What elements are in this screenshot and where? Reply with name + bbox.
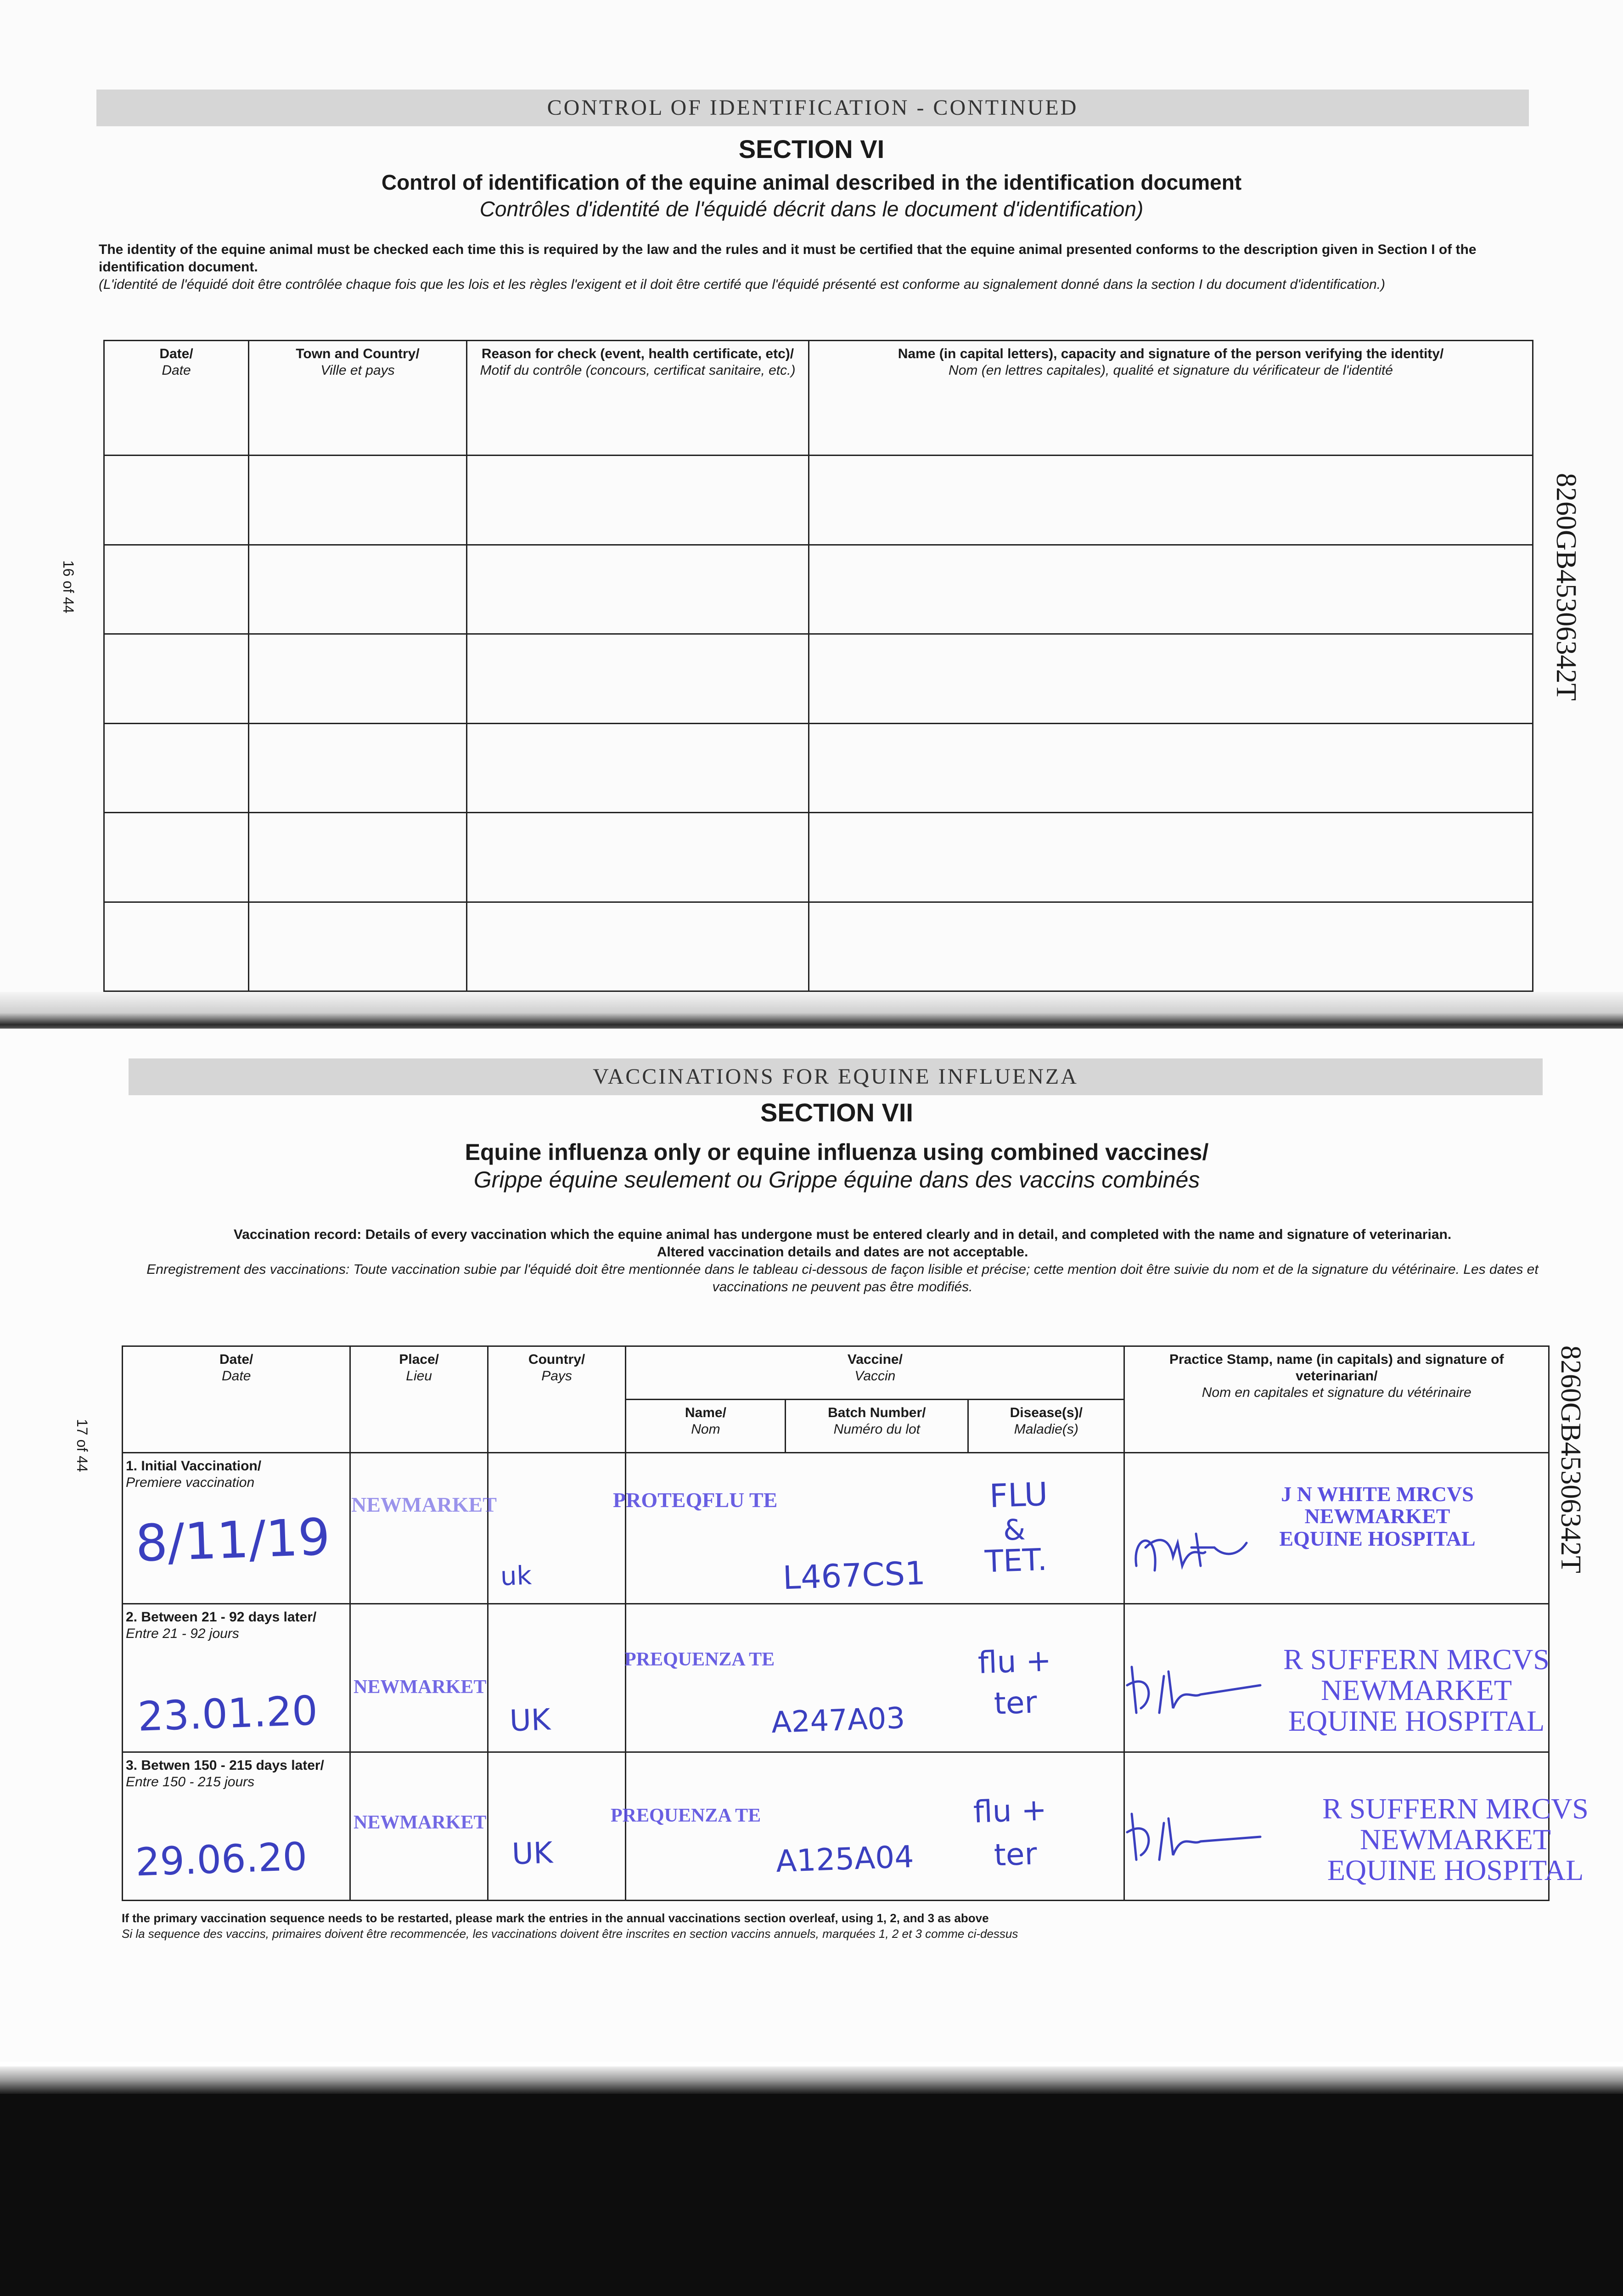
vet-signature xyxy=(1123,1805,1269,1869)
row-label: 3. Betwen 150 - 215 days later/ Entre 150 - 215 jours xyxy=(123,1752,350,1900)
place-stamp: NEWMARKET xyxy=(354,1677,487,1698)
intro-en-1: Vaccination record: Details of every vaccination which the equine animal has undergone must be entered clearly and in detail, and completed with the name and signature of veterinarian. xyxy=(233,1227,1452,1242)
batch-entry: A125A04 xyxy=(775,1839,915,1880)
section-title: Equine influenza only or equine influenza using combined vaccines/ xyxy=(465,1139,1209,1165)
identity-check-table xyxy=(103,340,1533,992)
intro-fr: (L'identité de l'équidé doit être contrôlée chaque fois que les lois et les règles l'exigent et il doit être certifé que l'équidé présenté est conforme au signalement donné dans la section I du document d'identification.) xyxy=(99,277,1386,292)
vaccine-name-stamp: PREQUENZA TE xyxy=(624,1649,775,1670)
section-title-fr: Grippe équine seulement ou Grippe équine dans des vaccins combinés xyxy=(473,1167,1200,1193)
section-title-fr: Contrôles d'identité de l'équidé décrit dans le document d'identification) xyxy=(479,197,1144,221)
col-country-header: Country/ Pays xyxy=(488,1346,625,1453)
date-entry: 8/11/19 xyxy=(134,1507,331,1573)
vaccine-name-stamp: PREQUENZA TE xyxy=(611,1805,761,1826)
batch-entry: A247A03 xyxy=(770,1701,906,1740)
page-16 xyxy=(0,0,1623,1001)
country-entry: UK xyxy=(511,1836,554,1872)
scan-background xyxy=(0,2094,1623,2296)
disease-entry: ter xyxy=(993,1836,1038,1873)
page-17 xyxy=(0,1029,1623,2062)
col-verifier-header: Name (in capital letters), capacity and signature of the person verifying the identity/ Nom (en lettres capitales), qualité et signature du vérificateur de l'identité xyxy=(809,341,1533,456)
table-row xyxy=(104,723,1533,813)
passport-number: 8260GB45306342T xyxy=(1555,1345,1586,1573)
section-banner: VACCINATIONS FOR EQUINE INFLUENZA xyxy=(129,1058,1543,1095)
section-heading: SECTION VII xyxy=(760,1098,913,1127)
page-number: 16 of 44 xyxy=(60,560,77,613)
footnote-fr: Si la sequence des vaccins, primaires doivent être recommencée, les vaccinations doivent être inscrites en section vaccins annuels, marquées 1, 2 et 3 comme ci-dessus xyxy=(122,1927,1018,1941)
disease-entry: flu + xyxy=(972,1792,1047,1830)
country-entry: uk xyxy=(500,1560,533,1592)
table-row xyxy=(104,813,1533,902)
intro-text xyxy=(124,1226,1561,1296)
place-stamp: NEWMARKET xyxy=(351,1493,497,1516)
intro-text xyxy=(99,241,1513,293)
col-name-header: Name/ Nom xyxy=(626,1400,786,1453)
disease-entry: & xyxy=(1002,1513,1026,1547)
page-number: 17 of 44 xyxy=(74,1419,90,1472)
col-date-header: Date/ Date xyxy=(104,341,249,456)
col-disease-header: Disease(s)/ Maladie(s) xyxy=(968,1400,1124,1453)
col-date-header: Date/ Date xyxy=(123,1346,350,1453)
table-row xyxy=(104,634,1533,724)
vet-stamp: J N WHITE MRCVS NEWMARKET EQUINE HOSPITAL xyxy=(1279,1482,1476,1550)
batch-entry: L467CS1 xyxy=(782,1554,926,1597)
col-place-header: Place/ Lieu xyxy=(350,1346,488,1453)
row-label: 2. Between 21 - 92 days later/ Entre 21 - 92 jours xyxy=(123,1604,350,1752)
section-heading: SECTION VI xyxy=(738,135,885,163)
vet-stamp: R SUFFERN MRCVS NEWMARKET EQUINE HOSPITAL xyxy=(1283,1643,1550,1738)
footnote-en: If the primary vaccination sequence needs to be restarted, please mark the entries in the annual vaccinations section overleaf, using 1, 2, and 3 as above xyxy=(122,1911,989,1925)
date-entry: 23.01.20 xyxy=(137,1687,319,1740)
date-entry: 29.06.20 xyxy=(135,1834,308,1885)
passport-number: 8260GB45306342T xyxy=(1550,473,1582,701)
col-town-header: Town and Country/ Ville et pays xyxy=(249,341,467,456)
footnote xyxy=(122,1910,1550,1941)
disease-entry: FLU xyxy=(988,1475,1049,1515)
row-label: 1. Initial Vaccination/ Premiere vaccination xyxy=(123,1453,350,1604)
section-title: Control of identification of the equine animal described in the identification document xyxy=(381,170,1242,194)
table-row xyxy=(104,456,1533,545)
col-stamp-header: Practice Stamp, name (in capitals) and signature of veterinarian/ Nom en capitales et signature du vétérinaire xyxy=(1124,1346,1549,1453)
section-banner: CONTROL OF IDENTIFICATION - CONTINUED xyxy=(96,90,1529,126)
disease-entry: TET. xyxy=(984,1542,1048,1580)
place-stamp: NEWMARKET xyxy=(354,1812,487,1833)
vet-signature xyxy=(1123,1658,1269,1722)
col-vaccine-header: Vaccine/ Vaccin xyxy=(626,1346,1124,1400)
table-row xyxy=(104,545,1533,634)
col-reason-header: Reason for check (event, health certificate, etc)/ Motif du contrôle (concours, certificat sanitaire, etc.) xyxy=(467,341,809,456)
disease-entry: flu + xyxy=(977,1643,1052,1681)
vaccine-name-stamp: PROTEQFLU TE xyxy=(613,1488,778,1512)
country-entry: UK xyxy=(509,1703,551,1739)
intro-en-2: Altered vaccination details and dates are not acceptable. xyxy=(657,1244,1028,1260)
table-row xyxy=(104,902,1533,991)
disease-entry: ter xyxy=(993,1684,1038,1722)
page-edge xyxy=(0,2066,1623,2094)
intro-fr: Enregistrement des vaccinations: Toute vaccination subie par l'équidé doit être mentionnée dans le tableau ci-dessous de façon lisible et précise; cette mention doit être suivie du nom et de la signature du vétérinaire. Les dates et vaccinations ne peuvent pas être modifiés. xyxy=(146,1262,1539,1294)
intro-en: The identity of the equine animal must be checked each time this is required by the law and the rules and it must be certified that the equine animal presented conforms to the description given in Section I of the identification document. xyxy=(99,242,1477,275)
col-batch-header: Batch Number/ Numéro du lot xyxy=(786,1400,968,1453)
vet-stamp: R SUFFERN MRCVS NEWMARKET EQUINE HOSPITAL xyxy=(1322,1792,1589,1887)
